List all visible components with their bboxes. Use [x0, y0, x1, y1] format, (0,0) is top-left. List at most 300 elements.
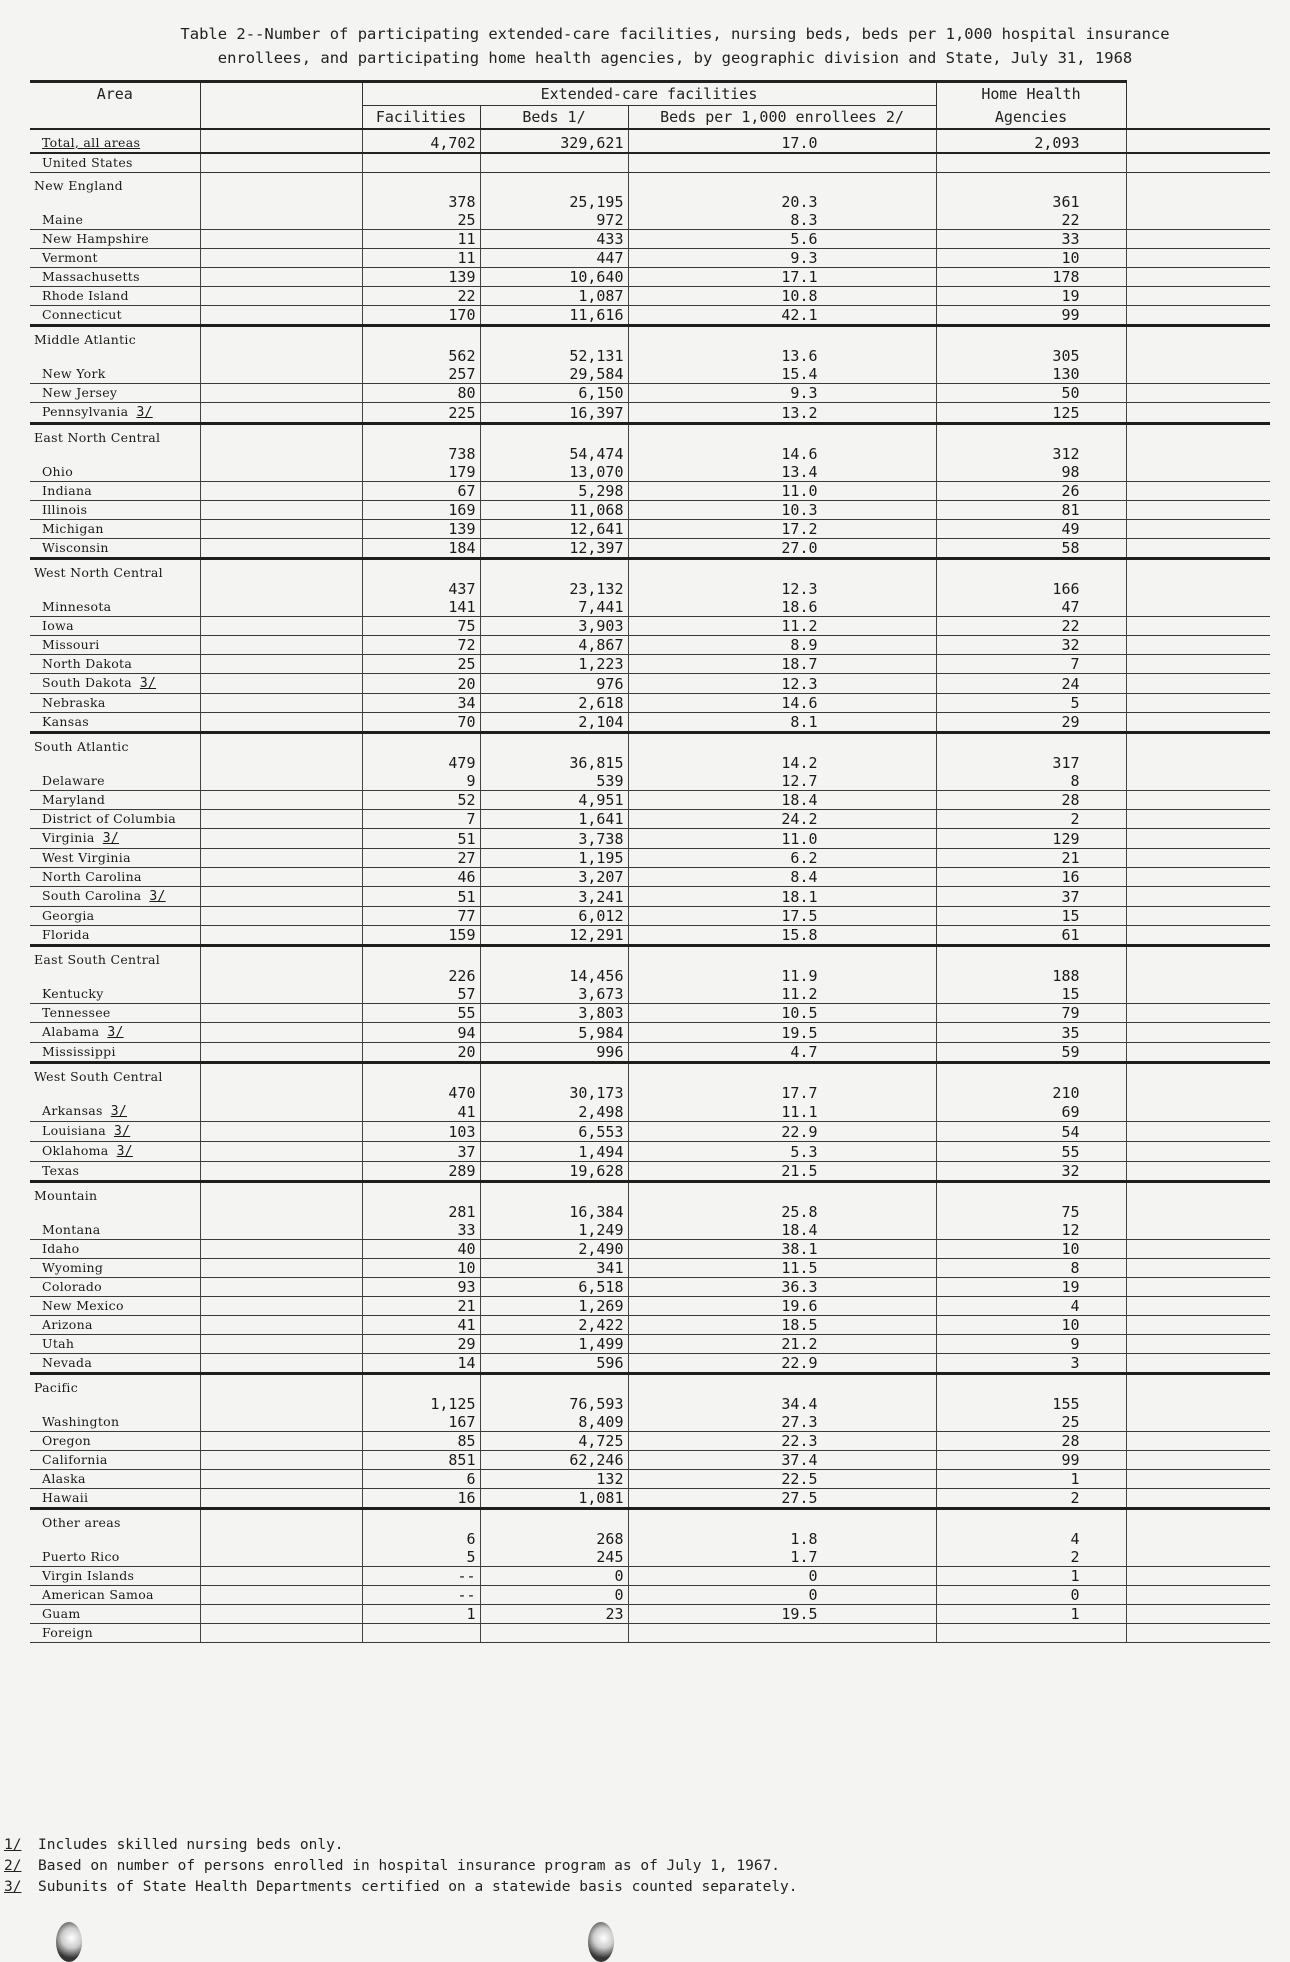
header-beds: Beds 1/ — [480, 106, 628, 130]
footnote-mark: 2/ — [4, 1858, 22, 1874]
blank-cell — [200, 1451, 362, 1470]
state-area-cell — [30, 1221, 200, 1240]
state-home-health: 32 — [936, 1162, 1126, 1182]
division-beds: 23,132 — [480, 559, 628, 599]
state-home-health: 69 — [936, 1102, 1126, 1122]
blank-cell — [200, 520, 362, 539]
state-name: Alaska — [42, 1471, 86, 1486]
blank-cell — [200, 1413, 362, 1432]
end-cell — [1126, 1354, 1270, 1374]
state-home-health: 55 — [936, 1142, 1126, 1162]
state-beds: 3,738 — [480, 829, 628, 849]
division-beds-per-1000: 17.7 — [628, 1063, 936, 1103]
state-row — [30, 1489, 1270, 1509]
state-facilities: 29 — [362, 1335, 480, 1354]
blank-cell — [200, 1142, 362, 1162]
state-row — [30, 268, 1270, 287]
state-facilities: 10 — [362, 1259, 480, 1278]
total-label: Total, all areas — [30, 129, 200, 153]
blank-cell — [200, 713, 362, 733]
footnote-text: Subunits of State Health Departments certified on a statewide basis counted separately. — [38, 1879, 798, 1895]
division-beds: 14,456 — [480, 946, 628, 986]
end-cell — [1126, 129, 1270, 153]
division-name: Middle Atlantic — [30, 326, 200, 366]
state-name: Georgia — [42, 908, 95, 923]
division-name: South Atlantic — [30, 733, 200, 773]
state-beds-per-1000: 27.0 — [628, 539, 936, 559]
state-row — [30, 1142, 1270, 1162]
state-name: Arizona — [42, 1317, 93, 1332]
blank-cell — [200, 907, 362, 926]
state-beds-per-1000: 15.4 — [628, 365, 936, 384]
division-beds: 25,195 — [480, 173, 628, 212]
state-beds-per-1000: 5.3 — [628, 1142, 936, 1162]
state-row — [30, 1259, 1270, 1278]
footnote-text: Based on number of persons enrolled in hospital insurance program as of July 1, 1967. — [38, 1858, 781, 1874]
binder-hole-left — [56, 1922, 82, 1962]
blank-cell — [200, 424, 362, 464]
state-facilities: 225 — [362, 403, 480, 424]
state-home-health: 61 — [936, 926, 1126, 946]
division-row — [30, 1182, 1270, 1222]
state-home-health: 28 — [936, 791, 1126, 810]
division-home-health: 305 — [936, 326, 1126, 366]
division-beds-per-1000: 12.3 — [628, 559, 936, 599]
state-area-cell — [30, 211, 200, 230]
division-beds-per-1000: 11.9 — [628, 946, 936, 986]
division-home-health: 188 — [936, 946, 1126, 986]
end-cell — [1126, 810, 1270, 829]
state-row — [30, 1335, 1270, 1354]
state-beds: 245 — [480, 1548, 628, 1567]
state-home-health: 10 — [936, 1316, 1126, 1335]
end-cell — [1126, 907, 1270, 926]
state-beds-per-1000: 27.3 — [628, 1413, 936, 1432]
state-home-health: 2 — [936, 1548, 1126, 1567]
state-name: Oklahoma — [42, 1143, 109, 1158]
state-row — [30, 1240, 1270, 1259]
blank-cell — [200, 694, 362, 713]
state-beds-per-1000: 0 — [628, 1586, 936, 1605]
blank-cell — [200, 1354, 362, 1374]
end-cell — [1126, 1567, 1270, 1586]
blank-cell — [200, 384, 362, 403]
state-name: North Dakota — [42, 656, 133, 671]
division-name: New England — [30, 173, 200, 212]
state-name: Arkansas — [42, 1103, 103, 1118]
state-name: Rhode Island — [42, 288, 129, 303]
state-facilities: 57 — [362, 985, 480, 1004]
state-facilities: 11 — [362, 230, 480, 249]
blank-cell — [200, 1509, 362, 1549]
state-area-cell — [30, 772, 200, 791]
state-beds: 2,104 — [480, 713, 628, 733]
state-row — [30, 1586, 1270, 1605]
blank-cell — [200, 501, 362, 520]
state-facilities: 6 — [362, 1470, 480, 1489]
state-name: Wisconsin — [42, 540, 109, 555]
blank-cell — [200, 403, 362, 424]
header-extended-care-facilities: Extended-care facilities — [362, 82, 936, 106]
state-area-cell — [30, 674, 200, 694]
state-beds-per-1000: 17.2 — [628, 520, 936, 539]
state-home-health: 79 — [936, 1004, 1126, 1023]
division-home-health: 361 — [936, 173, 1126, 212]
state-facilities: 94 — [362, 1023, 480, 1043]
state-home-health: 1 — [936, 1470, 1126, 1489]
division-beds: 268 — [480, 1509, 628, 1549]
state-row — [30, 810, 1270, 829]
state-area-cell — [30, 636, 200, 655]
blank-cell — [200, 1548, 362, 1567]
state-beds: 2,498 — [480, 1102, 628, 1122]
state-area-cell — [30, 268, 200, 287]
state-name: Minnesota — [42, 599, 112, 614]
state-home-health: 99 — [936, 306, 1126, 326]
state-row — [30, 1413, 1270, 1432]
state-row — [30, 655, 1270, 674]
state-home-health: 24 — [936, 674, 1126, 694]
state-beds: 5,298 — [480, 482, 628, 501]
state-beds-per-1000: 8.4 — [628, 868, 936, 887]
state-name: Connecticut — [42, 307, 122, 322]
end-cell — [1126, 713, 1270, 733]
state-beds-per-1000: 22.5 — [628, 1470, 936, 1489]
state-area-cell — [30, 1259, 200, 1278]
state-beds: 3,241 — [480, 887, 628, 907]
state-home-health: 22 — [936, 211, 1126, 230]
end-cell — [1126, 1023, 1270, 1043]
state-beds: 7,441 — [480, 598, 628, 617]
state-beds-per-1000: 18.7 — [628, 655, 936, 674]
state-name: Massachusetts — [42, 269, 140, 284]
blank-cell — [480, 153, 628, 173]
state-beds-per-1000: 17.1 — [628, 268, 936, 287]
state-beds: 1,223 — [480, 655, 628, 674]
state-beds: 3,207 — [480, 868, 628, 887]
state-area-cell — [30, 829, 200, 849]
state-facilities: 16 — [362, 1489, 480, 1509]
state-facilities: 289 — [362, 1162, 480, 1182]
blank-cell — [200, 887, 362, 907]
state-beds-per-1000: 11.5 — [628, 1259, 936, 1278]
state-area-cell — [30, 1354, 200, 1374]
state-beds: 3,903 — [480, 617, 628, 636]
footnote-reference: 3/ — [139, 676, 157, 691]
end-cell — [1126, 1221, 1270, 1240]
state-facilities: 75 — [362, 617, 480, 636]
state-name: Montana — [42, 1222, 101, 1237]
state-facilities: 11 — [362, 249, 480, 268]
division-beds: 76,593 — [480, 1374, 628, 1414]
state-beds: 596 — [480, 1354, 628, 1374]
state-row — [30, 694, 1270, 713]
blank-cell — [200, 733, 362, 773]
state-beds-per-1000: 18.6 — [628, 598, 936, 617]
state-beds: 2,422 — [480, 1316, 628, 1335]
state-area-cell — [30, 926, 200, 946]
end-cell — [1126, 268, 1270, 287]
state-row — [30, 384, 1270, 403]
table-title — [70, 22, 1280, 70]
state-beds-per-1000: 5.6 — [628, 230, 936, 249]
footnote-mark: 3/ — [4, 1879, 22, 1895]
blank-cell — [1126, 153, 1270, 173]
division-name: West South Central — [30, 1063, 200, 1103]
state-facilities: 77 — [362, 907, 480, 926]
state-area-cell — [30, 384, 200, 403]
state-beds-per-1000: 11.2 — [628, 985, 936, 1004]
state-beds-per-1000: 6.2 — [628, 849, 936, 868]
state-facilities: 9 — [362, 772, 480, 791]
end-cell — [1126, 636, 1270, 655]
blank-cell — [200, 772, 362, 791]
state-beds: 6,012 — [480, 907, 628, 926]
state-beds: 1,249 — [480, 1221, 628, 1240]
state-area-cell — [30, 249, 200, 268]
state-beds: 6,518 — [480, 1278, 628, 1297]
division-name: East South Central — [30, 946, 200, 986]
state-facilities: 139 — [362, 268, 480, 287]
division-home-health: 210 — [936, 1063, 1126, 1103]
end-cell — [1126, 249, 1270, 268]
state-beds: 4,951 — [480, 791, 628, 810]
footnote-3 — [4, 1877, 1284, 1898]
state-facilities: 93 — [362, 1278, 480, 1297]
state-beds: 11,616 — [480, 306, 628, 326]
state-beds-per-1000: 18.4 — [628, 1221, 936, 1240]
state-area-cell — [30, 520, 200, 539]
end-cell — [1126, 173, 1270, 212]
state-row — [30, 1122, 1270, 1142]
total-beds: 329,621 — [480, 129, 628, 153]
state-area-cell — [30, 1004, 200, 1023]
blank-cell — [200, 287, 362, 306]
state-name: Michigan — [42, 521, 104, 536]
end-cell — [1126, 1240, 1270, 1259]
footnotes — [4, 1835, 1284, 1898]
division-facilities: 226 — [362, 946, 480, 986]
state-name: Virginia — [42, 830, 95, 845]
state-area-cell — [30, 1122, 200, 1142]
state-row — [30, 1102, 1270, 1122]
blank-cell — [200, 230, 362, 249]
state-home-health: 15 — [936, 907, 1126, 926]
state-beds: 4,867 — [480, 636, 628, 655]
state-facilities: 37 — [362, 1142, 480, 1162]
blank-cell — [200, 655, 362, 674]
division-beds: 54,474 — [480, 424, 628, 464]
state-row — [30, 907, 1270, 926]
blank-cell — [200, 674, 362, 694]
state-area-cell — [30, 1470, 200, 1489]
division-facilities: 562 — [362, 326, 480, 366]
division-row — [30, 1374, 1270, 1414]
end-cell — [1126, 985, 1270, 1004]
state-row — [30, 868, 1270, 887]
blank-cell — [936, 153, 1126, 173]
state-name: Guam — [42, 1606, 81, 1621]
end-cell — [1126, 1470, 1270, 1489]
end-cell — [1126, 868, 1270, 887]
blank-cell — [200, 1316, 362, 1335]
state-name: Iowa — [42, 618, 74, 633]
blank-cell — [200, 926, 362, 946]
state-facilities: 33 — [362, 1221, 480, 1240]
state-beds: 8,409 — [480, 1413, 628, 1432]
division-beds-per-1000: 20.3 — [628, 173, 936, 212]
state-home-health: 35 — [936, 1023, 1126, 1043]
state-name: California — [42, 1452, 108, 1467]
state-row — [30, 463, 1270, 482]
state-row — [30, 1297, 1270, 1316]
state-row — [30, 365, 1270, 384]
state-beds-per-1000: 10.5 — [628, 1004, 936, 1023]
state-beds-per-1000: 27.5 — [628, 1489, 936, 1509]
state-beds: 6,150 — [480, 384, 628, 403]
state-area-cell — [30, 810, 200, 829]
state-name: New Hampshire — [42, 231, 149, 246]
division-facilities: 738 — [362, 424, 480, 464]
end-cell — [1126, 1063, 1270, 1103]
state-row — [30, 230, 1270, 249]
state-beds-per-1000: 1.7 — [628, 1548, 936, 1567]
state-row — [30, 1354, 1270, 1374]
state-home-health: 2 — [936, 810, 1126, 829]
state-area-cell — [30, 230, 200, 249]
end-cell — [1126, 1004, 1270, 1023]
end-cell — [1126, 1335, 1270, 1354]
blank-cell — [200, 1102, 362, 1122]
data-table — [30, 80, 1270, 1643]
state-facilities: -- — [362, 1586, 480, 1605]
division-facilities: 479 — [362, 733, 480, 773]
state-row — [30, 1470, 1270, 1489]
state-facilities: 167 — [362, 1413, 480, 1432]
state-row — [30, 772, 1270, 791]
state-area-cell — [30, 1043, 200, 1063]
state-area-cell — [30, 598, 200, 617]
state-beds-per-1000: 13.4 — [628, 463, 936, 482]
footnote-1 — [4, 1835, 1284, 1856]
state-area-cell — [30, 1102, 200, 1122]
end-cell — [1126, 829, 1270, 849]
united-states-row — [30, 153, 1270, 173]
state-beds-per-1000: 19.6 — [628, 1297, 936, 1316]
division-beds-per-1000: 1.8 — [628, 1509, 936, 1549]
state-facilities: 14 — [362, 1354, 480, 1374]
blank-cell — [200, 829, 362, 849]
state-row — [30, 1004, 1270, 1023]
division-name: Other areas — [30, 1509, 200, 1549]
state-beds-per-1000: 19.5 — [628, 1023, 936, 1043]
state-home-health: 16 — [936, 868, 1126, 887]
state-facilities: 27 — [362, 849, 480, 868]
state-area-cell — [30, 482, 200, 501]
division-beds: 36,815 — [480, 733, 628, 773]
state-facilities: 179 — [362, 463, 480, 482]
state-facilities: 257 — [362, 365, 480, 384]
state-beds-per-1000: 9.3 — [628, 384, 936, 403]
blank-cell — [200, 1567, 362, 1586]
state-home-health: 19 — [936, 287, 1126, 306]
state-area-cell — [30, 1605, 200, 1624]
state-area-cell — [30, 287, 200, 306]
blank-cell — [200, 868, 362, 887]
state-home-health: 1 — [936, 1605, 1126, 1624]
state-home-health: 129 — [936, 829, 1126, 849]
blank-cell — [200, 1432, 362, 1451]
blank-cell — [200, 1624, 362, 1643]
state-facilities: 141 — [362, 598, 480, 617]
division-beds-per-1000: 13.6 — [628, 326, 936, 366]
state-beds: 1,195 — [480, 849, 628, 868]
state-facilities: 72 — [362, 636, 480, 655]
end-cell — [1126, 1278, 1270, 1297]
end-cell — [1126, 1432, 1270, 1451]
state-facilities: 25 — [362, 655, 480, 674]
state-name: New Jersey — [42, 385, 118, 400]
blank-cell — [200, 1297, 362, 1316]
state-beds: 1,081 — [480, 1489, 628, 1509]
state-row — [30, 849, 1270, 868]
division-row — [30, 733, 1270, 773]
end-cell — [1126, 287, 1270, 306]
state-beds-per-1000: 19.5 — [628, 1605, 936, 1624]
blank-cell — [200, 268, 362, 287]
header-end-blank — [1126, 82, 1270, 130]
state-beds-per-1000: 8.9 — [628, 636, 936, 655]
state-beds: 1,269 — [480, 1297, 628, 1316]
state-name: Ohio — [42, 464, 74, 479]
united-states-label: United States — [42, 155, 133, 170]
state-area-cell — [30, 1240, 200, 1259]
state-name: New Mexico — [42, 1298, 124, 1313]
end-cell — [1126, 1624, 1270, 1643]
division-row — [30, 424, 1270, 464]
state-beds: 29,584 — [480, 365, 628, 384]
state-beds: 4,725 — [480, 1432, 628, 1451]
blank-cell — [628, 153, 936, 173]
end-cell — [1126, 326, 1270, 366]
blank-cell — [200, 598, 362, 617]
division-beds-per-1000: 34.4 — [628, 1374, 936, 1414]
blank-cell — [200, 985, 362, 1004]
division-beds-per-1000: 14.2 — [628, 733, 936, 773]
blank-cell — [200, 365, 362, 384]
blank-cell — [200, 559, 362, 599]
state-row — [30, 1278, 1270, 1297]
blank-cell — [200, 946, 362, 986]
blank-cell — [200, 617, 362, 636]
blank-cell — [200, 1162, 362, 1182]
state-beds-per-1000: 12.7 — [628, 772, 936, 791]
end-cell — [1126, 230, 1270, 249]
state-facilities: 85 — [362, 1432, 480, 1451]
end-cell — [1126, 384, 1270, 403]
state-row — [30, 520, 1270, 539]
state-name: Louisiana — [42, 1123, 106, 1138]
state-name: South Dakota — [42, 675, 132, 690]
end-cell — [1126, 926, 1270, 946]
blank-cell — [200, 129, 362, 153]
state-name: Washington — [42, 1414, 120, 1429]
state-name: Colorado — [42, 1279, 102, 1294]
blank-cell — [200, 1182, 362, 1222]
state-row — [30, 985, 1270, 1004]
division-beds: 52,131 — [480, 326, 628, 366]
state-area-cell — [30, 501, 200, 520]
